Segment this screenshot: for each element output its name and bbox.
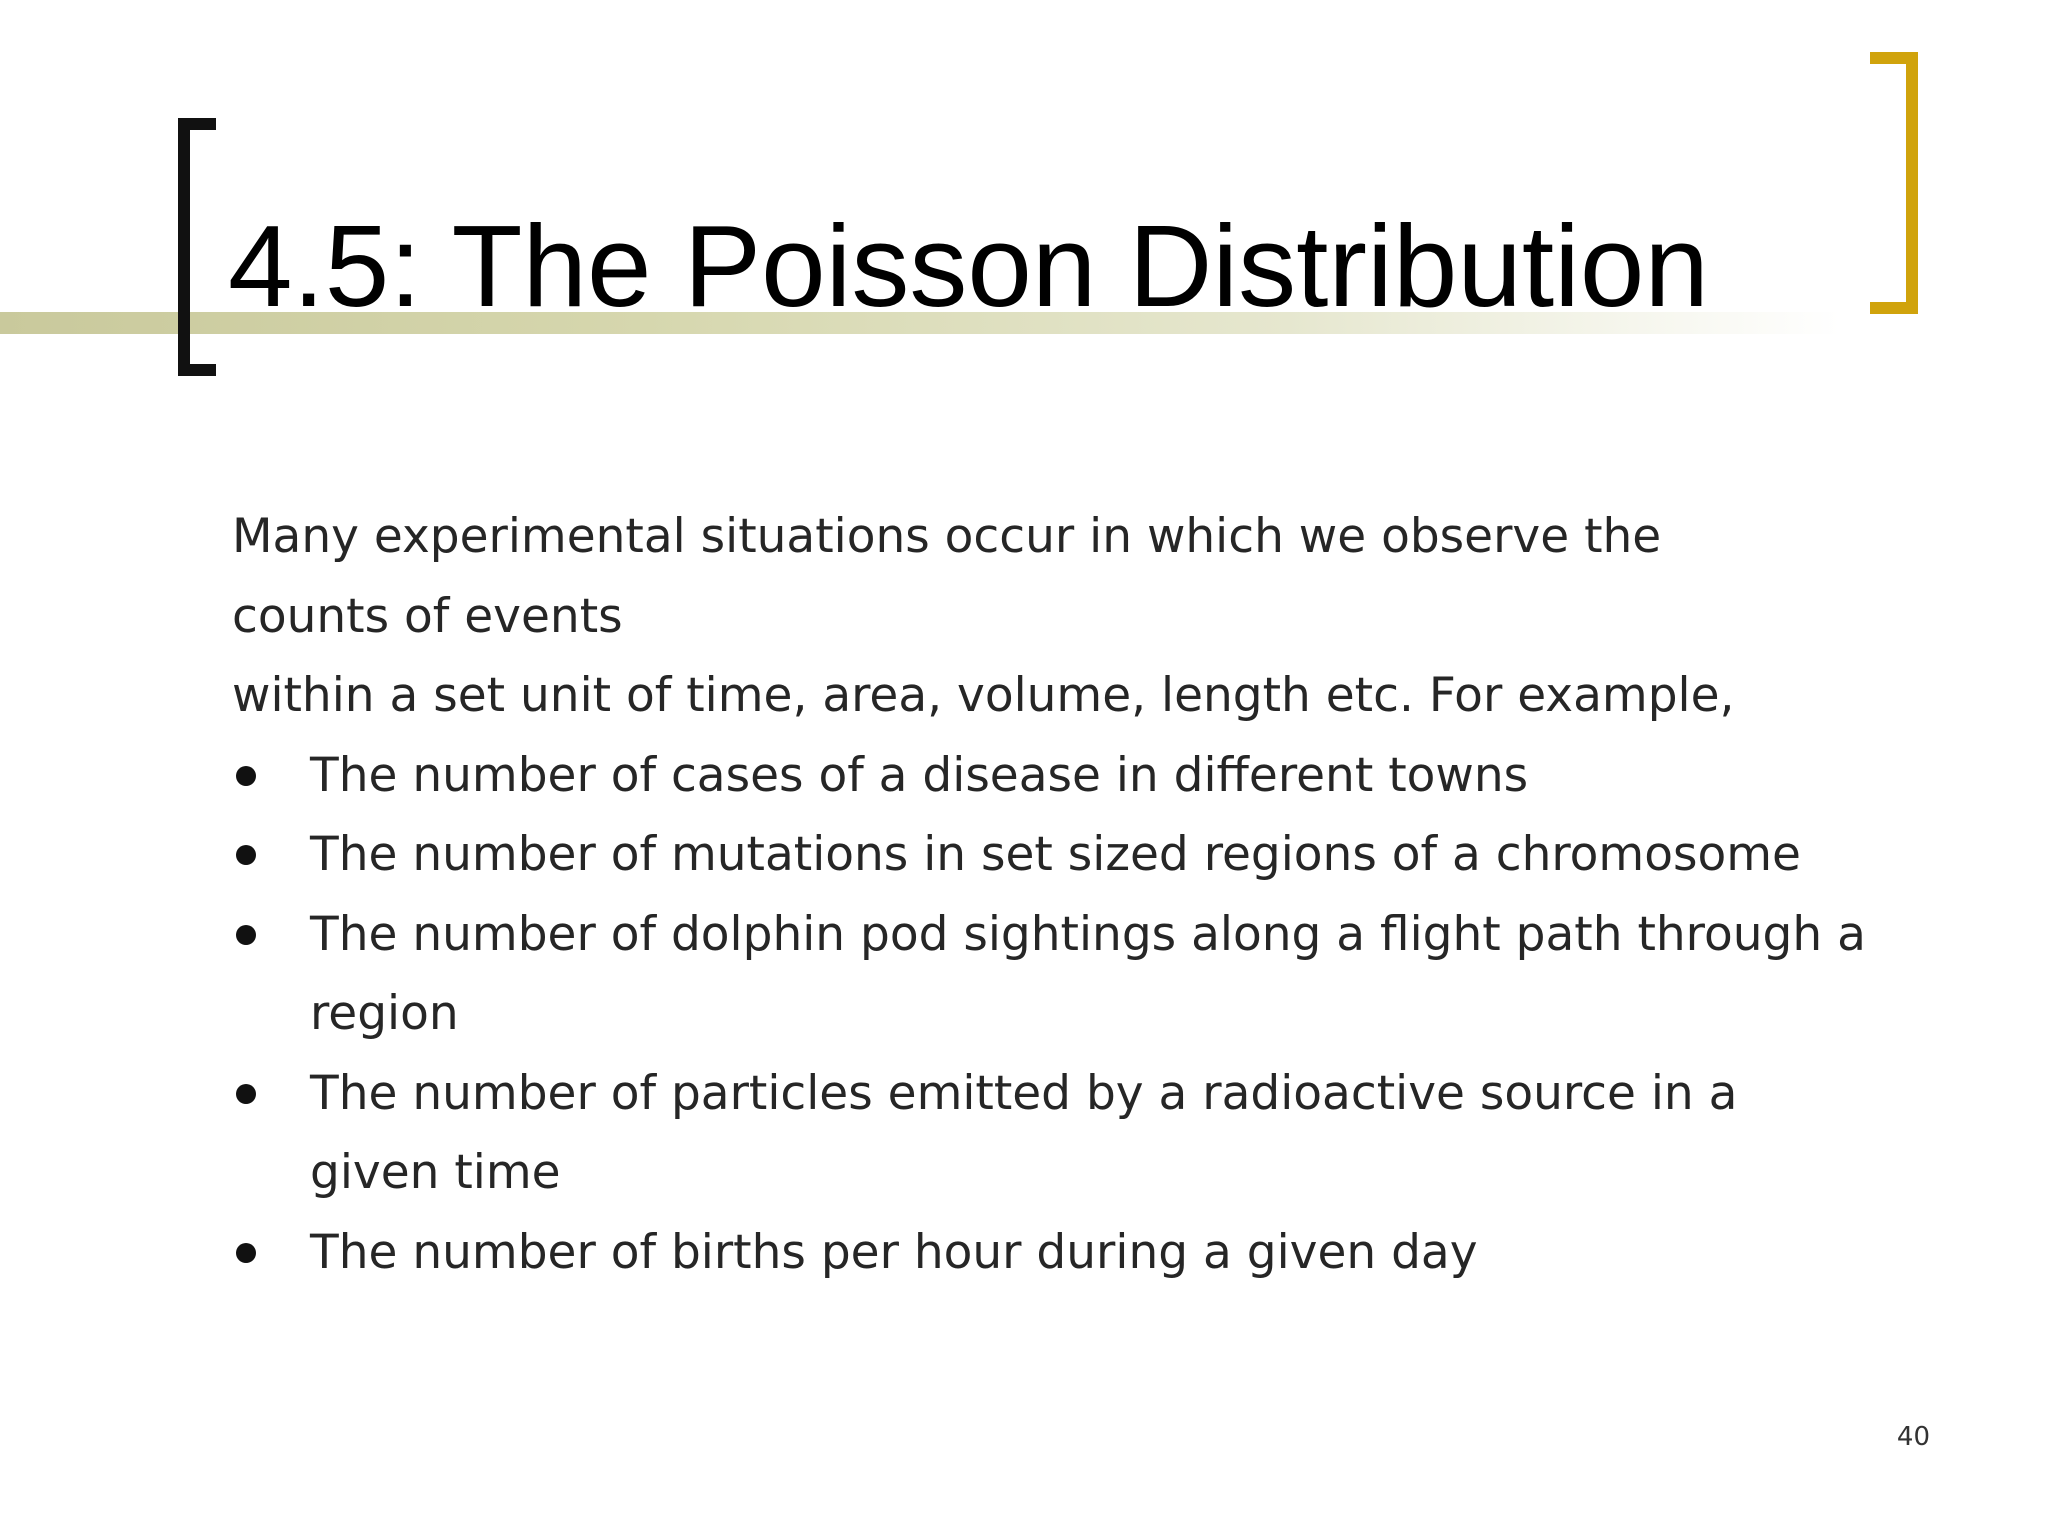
intro-line: within a set unit of time, area, volume, length etc. For example, [232,668,1735,723]
bullet-item [232,1213,1872,1293]
bullet-dot-icon [236,845,256,865]
bullet-item [232,815,1872,895]
bullet-dot-icon [236,1243,256,1263]
bullet-text: The number of cases of a disease in different towns [310,747,1529,803]
bullet-dot-icon [236,766,256,786]
bullet-dot-icon [236,1084,256,1104]
bullet-list [232,736,1872,1293]
intro-line: Many experimental situations occur in which we observe the [232,509,1662,564]
intro-line: counts of events [232,588,623,644]
bullet-dot-icon [236,925,256,945]
page-number: 40 [1896,1422,1930,1452]
left-bracket-decoration [178,118,216,376]
bullet-text: The number of mutations in set sized regions of a chromosome [310,827,1801,882]
right-bracket-decoration [1870,52,1918,314]
bullet-item [232,736,1872,816]
slide-body [232,497,1872,1292]
bullet-text: The number of particles emitted by a radioactive source in a given time [310,1065,1738,1200]
bullet-text: The number of births per hour during a given day [310,1224,1478,1280]
slide-title: 4.5: The Poisson Distribution [228,201,1709,331]
bullet-item [232,895,1872,1054]
bullet-text: The number of dolphin pod sightings along a flight path through a region [310,906,1866,1041]
bullet-item [232,1054,1872,1213]
